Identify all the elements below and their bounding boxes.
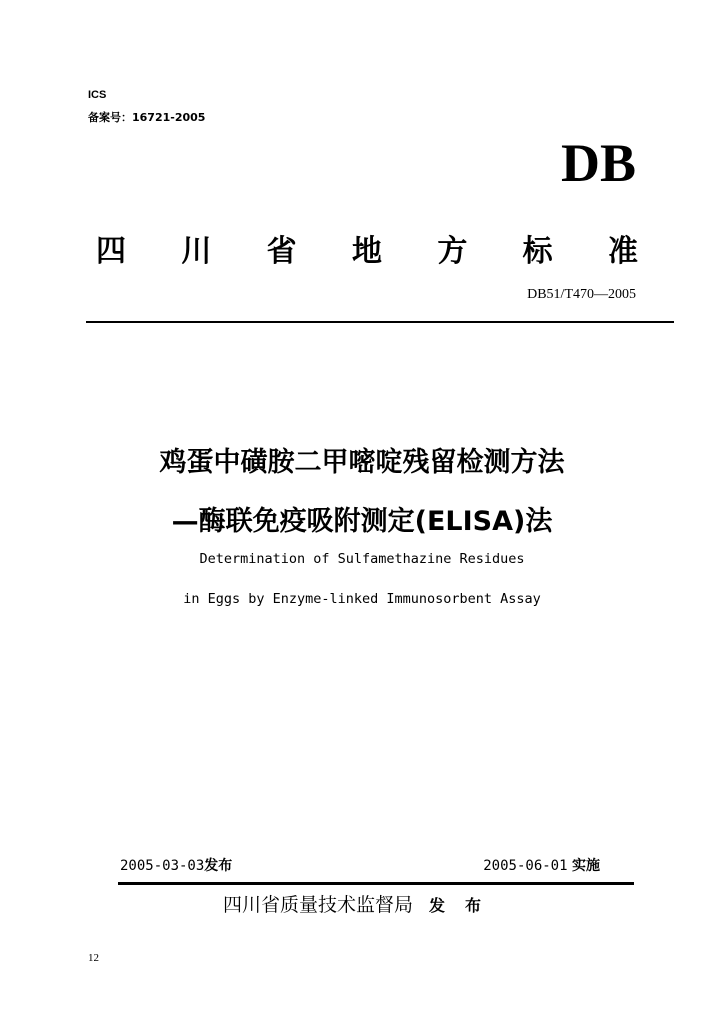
document-title: 鸡蛋中磺胺二甲嘧啶残留检测方法 xyxy=(159,447,565,478)
page-number: 12 xyxy=(88,952,99,964)
top-divider xyxy=(86,321,674,323)
standard-category-char: 标 xyxy=(522,234,553,269)
standard-category-char: 省 xyxy=(266,234,297,269)
issue-date-label: 发布 xyxy=(204,858,233,874)
standard-category-char: 准 xyxy=(607,234,638,269)
record-number: 备案号：16721-2005 xyxy=(88,111,206,124)
issue-date xyxy=(120,855,232,875)
issuer xyxy=(0,890,724,917)
implementation-date-label: 实施 xyxy=(572,858,600,874)
bottom-divider xyxy=(118,882,634,885)
standard-category-char: 四 xyxy=(96,234,126,269)
english-title-line-1: Determination of Sulfamethazine Residues xyxy=(199,551,525,567)
implementation-date-value: 2005-06-01 xyxy=(483,858,568,874)
standard-category-char: 川 xyxy=(181,234,212,269)
db-mark: DB xyxy=(560,133,636,193)
document-subtitle: —酶联免疫吸附测定(ELISA)法 xyxy=(171,506,553,537)
standard-category-char: 方 xyxy=(437,234,468,269)
issue-date-value: 2005-03-03 xyxy=(120,858,205,874)
standard-number: DB51/T470—2005 xyxy=(527,287,636,302)
standard-category-char: 地 xyxy=(351,234,382,269)
ics-label: ICS xyxy=(88,89,107,101)
standard-category xyxy=(96,226,638,270)
english-title-line-2: in Eggs by Enzyme-linked Immunosorbent Assay xyxy=(183,591,541,607)
issuer-verb: 发布 xyxy=(429,896,502,915)
implementation-date xyxy=(483,855,600,875)
issuer-name: 四川省质量技术监督局 xyxy=(222,894,413,916)
